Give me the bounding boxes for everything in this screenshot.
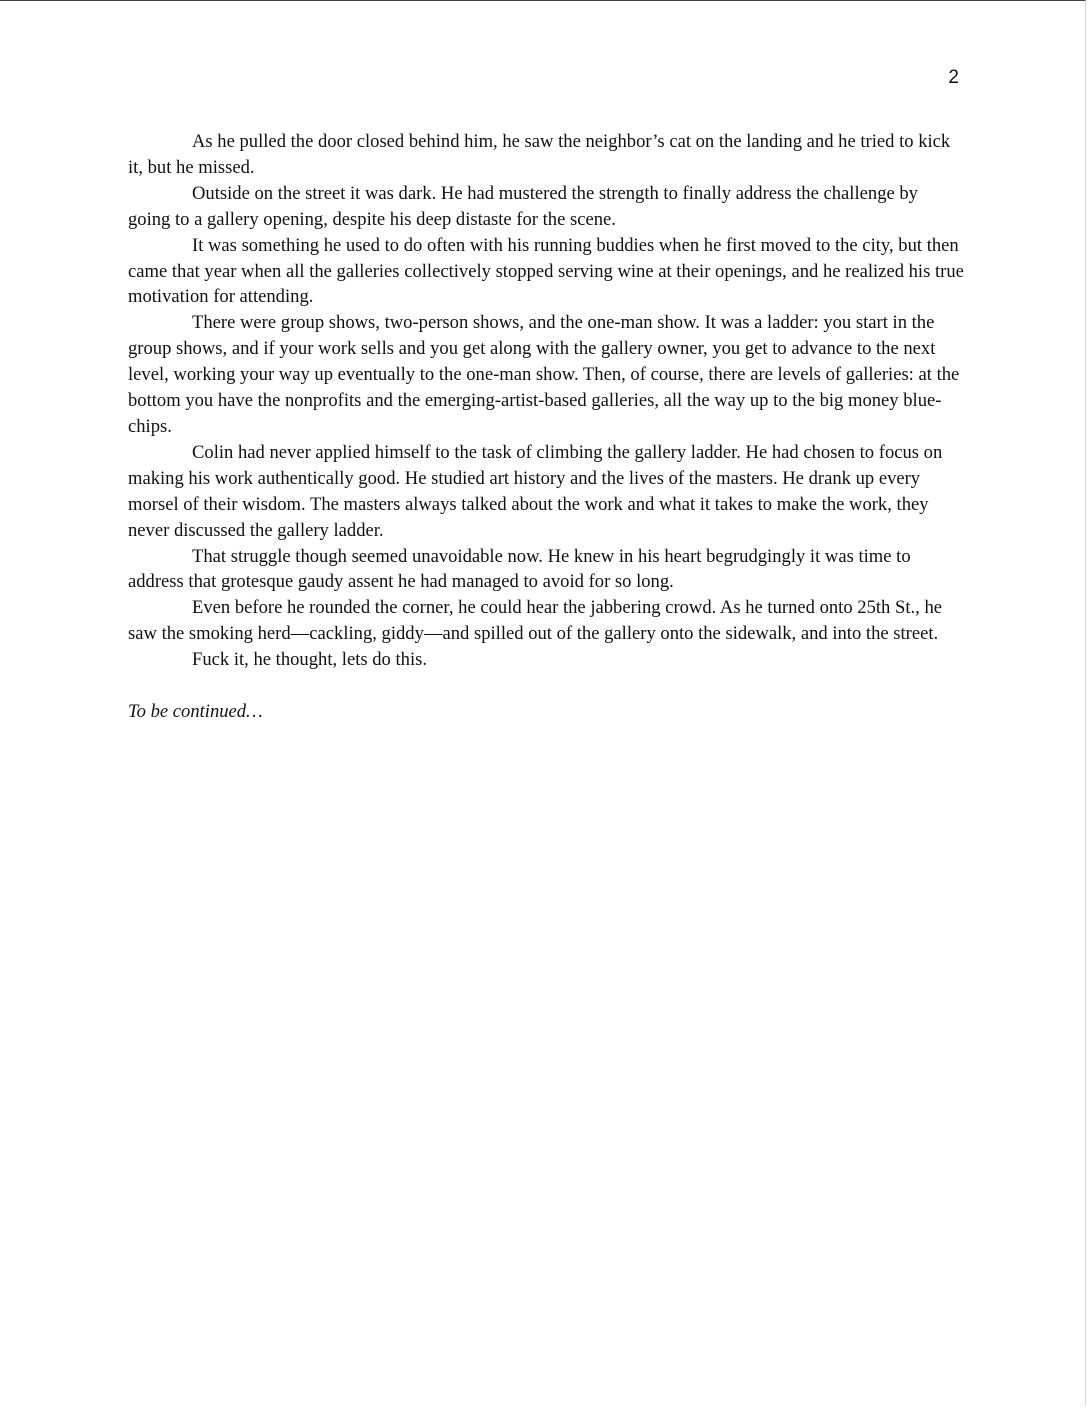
paragraph: That struggle though seemed unavoidable now. He knew in his heart begrudgingly it was time to address that grotesque gaudy assent he had managed to avoid for so long. (128, 545, 911, 593)
paragraph: Even before he rounded the corner, he could hear the jabbering crowd. As he turned onto 25th St., he saw the smoking herd—cackling, giddy—and spilled out of the gallery onto the sidewalk, and into the street. (128, 597, 942, 645)
body-text (128, 129, 964, 725)
page-number: 2 (948, 67, 959, 88)
paragraph: There were group shows, two-person shows, and the one-man show. It was a ladder: you start in the group shows, and if your work sells and you get along with the gallery owner, you get to advance to the next level, working your way up eventually to the one-man show. Then, of course, there are levels of galleries: at the bottom you have the nonprofits and the emerging-artist-based galleries, all the way up to the big money blue-chips. (128, 312, 960, 437)
to-be-continued: To be continued… (128, 700, 263, 722)
paragraph: Colin had never applied himself to the task of climbing the gallery ladder. He had chosen to focus on making his work authentically good. He studied art history and the lives of the masters. He drank up every morsel of their wisdom. The masters always talked about the work and what it takes to make the work, they never discussed the gallery ladder. (128, 441, 943, 541)
paragraph: Fuck it, he thought, lets do this. (192, 649, 428, 671)
paragraph: As he pulled the door closed behind him, he saw the neighbor’s cat on the landing and he tried to kick it, but he missed. (128, 131, 951, 178)
paragraph: Outside on the street it was dark. He had mustered the strength to finally address the challenge by going to a gallery opening, despite his deep distaste for the scene. (128, 182, 918, 230)
paragraph: It was something he used to do often with his running buddies when he first moved to the city, but then came that year when all the galleries collectively stopped serving wine at their openings, and he realized his true motivation for attending. (128, 234, 964, 308)
